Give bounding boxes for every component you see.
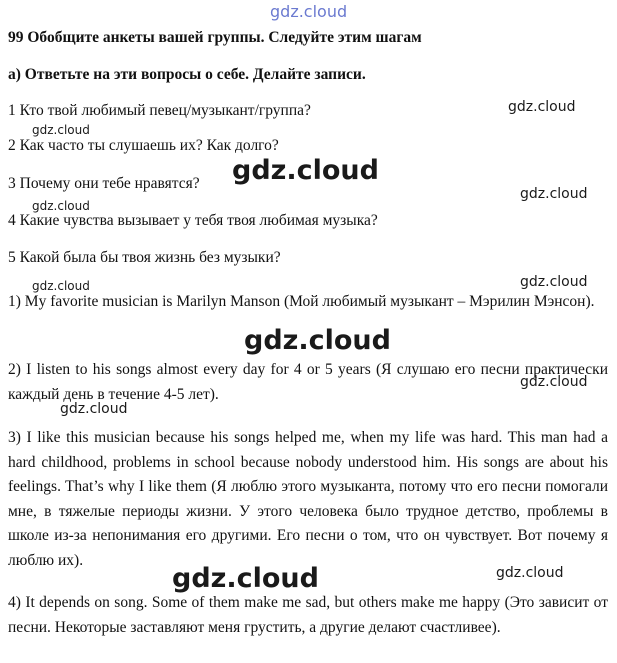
answer-3: 3) I like this musician because his songs helped me, when my life was hard. This man had a hard childhood, problems in school because nobody understood him. His songs are about his feelings. That’s why I like them (Я люблю этого музыканта, потому что его песни помогали мне, в тяжелые периоды жизни. У этого человека было трудное детство, проблемы в школе из-за непонимания его другими. Его песни о том, что он чувствует. Вот почему я люблю их). bbox=[8, 429, 608, 569]
answer-1: 1) My favorite musician is Marilyn Manson (Мой любимый музыкант – Мэрилин Мэнсон). bbox=[8, 293, 595, 310]
question-4: 4 Какие чувства вызывает у тебя твоя любимая музыка? bbox=[8, 212, 378, 229]
watermark: gdz.cloud bbox=[270, 2, 348, 21]
answer-2: 2) I listen to his songs almost every day for 4 or 5 years (Я слушаю его песни практически каждый день в течение 4-5 лет). bbox=[8, 361, 608, 403]
watermark: gdz.cloud bbox=[520, 274, 588, 290]
question-5: 5 Какой была бы твоя жизнь без музыки? bbox=[8, 249, 281, 266]
exercise-title: 99 Обобщите анкеты вашей группы. Следуйте этим шагам bbox=[8, 29, 422, 46]
watermark: gdz.cloud bbox=[244, 325, 391, 356]
watermark: gdz.cloud bbox=[520, 186, 588, 202]
answer-4: 4) It depends on song. Some of them make me sad, but others make me happy (Это зависит от песни. Некоторые заставляют меня грустить, а другие делают счастливее). bbox=[8, 594, 608, 636]
exercise-subtitle: а) Ответьте на эти вопросы о себе. Делайте записи. bbox=[8, 66, 366, 83]
watermark: gdz.cloud bbox=[60, 401, 128, 417]
watermark: gdz.cloud bbox=[32, 279, 90, 293]
watermark: gdz.cloud bbox=[520, 374, 588, 390]
watermark: gdz.cloud bbox=[32, 123, 90, 137]
watermark: gdz.cloud bbox=[508, 99, 576, 115]
question-2: 2 Как часто ты слушаешь их? Как долго? bbox=[8, 137, 279, 154]
question-1: 1 Кто твой любимый певец/музыкант/группа? bbox=[8, 102, 311, 119]
watermark: gdz.cloud bbox=[232, 155, 379, 186]
watermark: gdz.cloud bbox=[496, 565, 564, 581]
watermark: gdz.cloud bbox=[172, 563, 319, 594]
question-3: 3 Почему они тебе нравятся? bbox=[8, 175, 200, 192]
watermark: gdz.cloud bbox=[32, 199, 90, 213]
